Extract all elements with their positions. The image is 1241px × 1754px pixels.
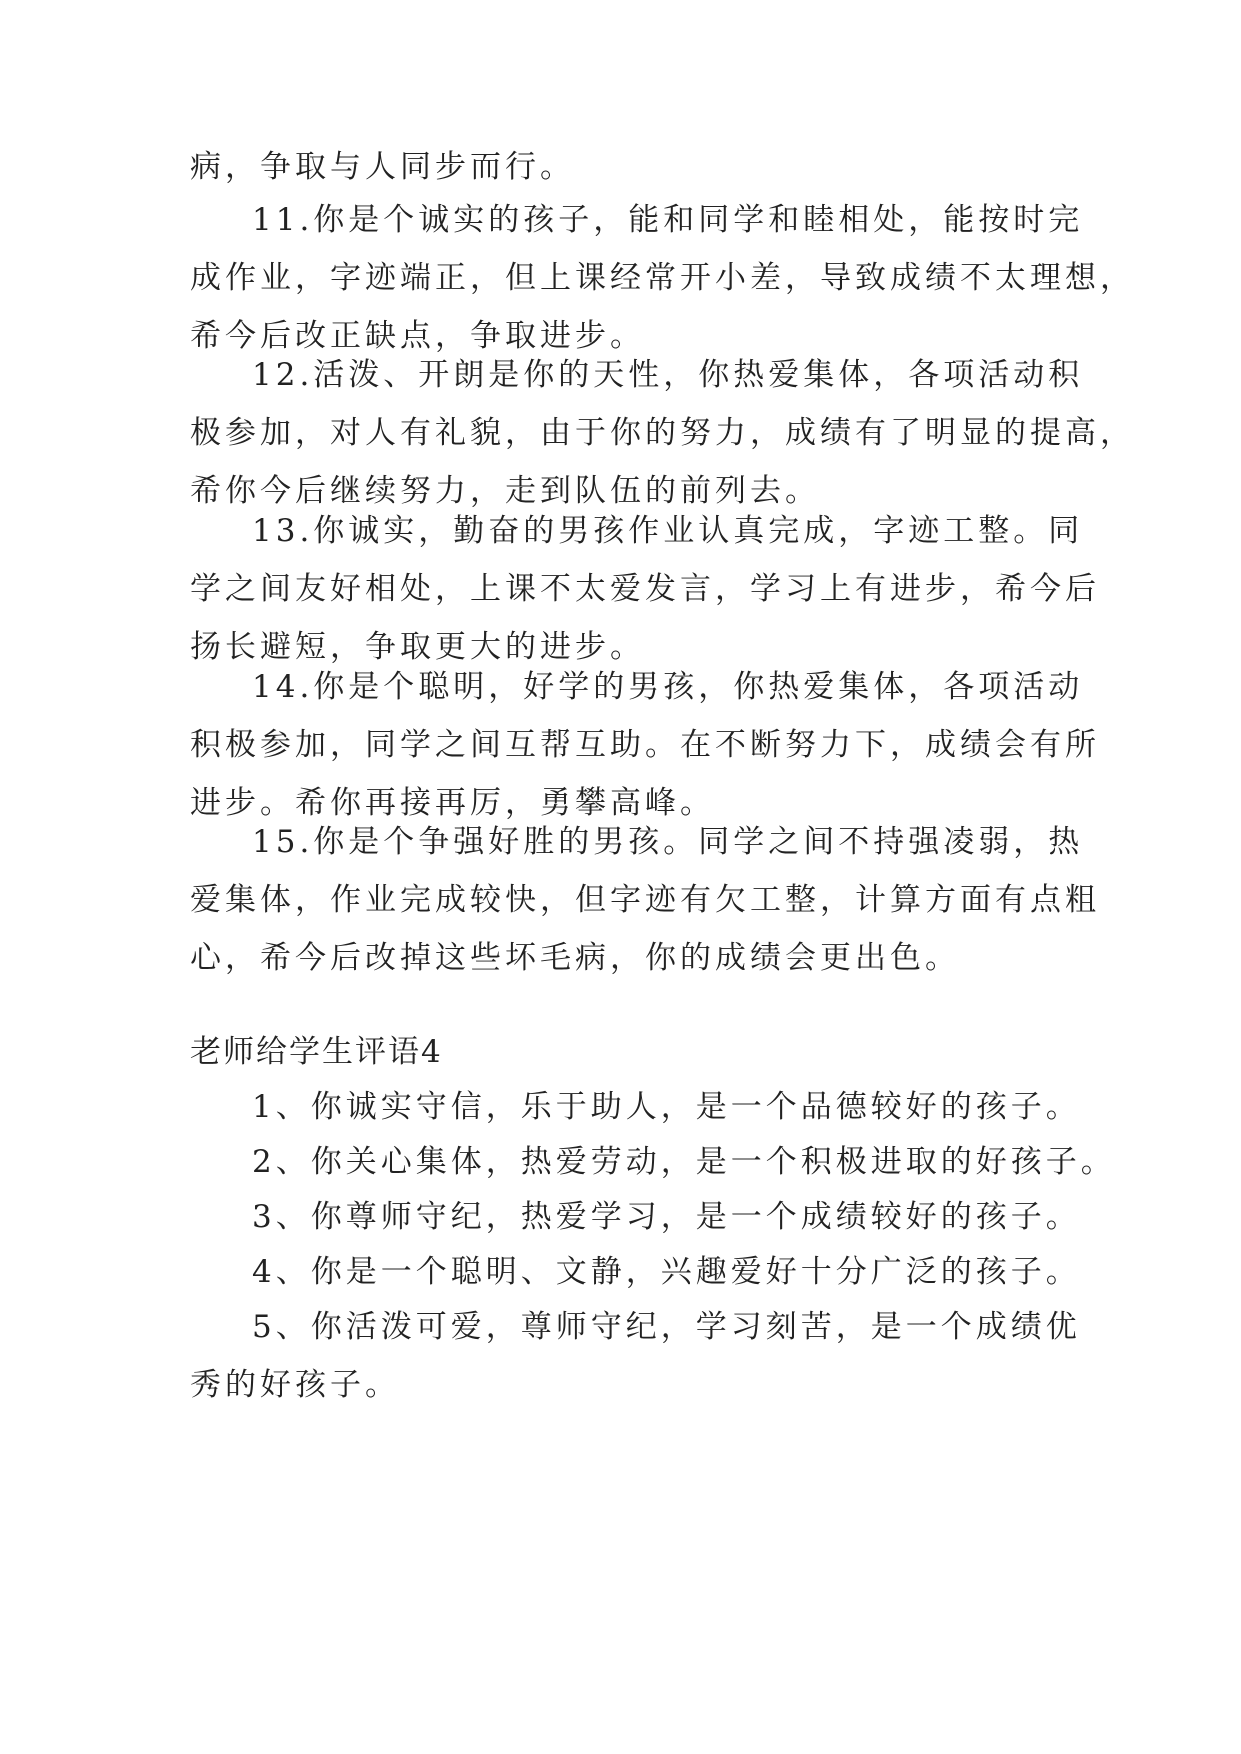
text-line: 积极参加，同学之间互帮互助。在不断努力下，成绩会有所 bbox=[190, 727, 1100, 763]
text-line: 成作业，字迹端正，但上课经常开小差，导致成绩不太理想， bbox=[190, 260, 1135, 296]
text-line: 扬长避短，争取更大的进步。 bbox=[190, 629, 645, 665]
text-line: 15.你是个争强好胜的男孩。同学之间不持强凌弱，热 bbox=[252, 824, 1084, 860]
text-line: 2、你关心集体，热爱劳动，是一个积极进取的好孩子。 bbox=[252, 1144, 1116, 1180]
section-item-3 bbox=[190, 1188, 1081, 1246]
comment-item-12 bbox=[190, 346, 1135, 520]
section-item-2 bbox=[190, 1133, 1116, 1191]
comment-item-14 bbox=[190, 658, 1100, 832]
text-line: 病，争取与人同步而行。 bbox=[190, 149, 575, 185]
text-line: 极参加，对人有礼貌，由于你的努力，成绩有了明显的提高， bbox=[190, 415, 1135, 451]
continuation-paragraph bbox=[190, 138, 575, 196]
text-line: 5、你活泼可爱，尊师守纪，学习刻苦，是一个成绩优 bbox=[252, 1309, 1081, 1345]
text-line: 希今后改正缺点，争取进步。 bbox=[190, 318, 645, 354]
text-line: 爱集体，作业完成较快，但字迹有欠工整，计算方面有点粗 bbox=[190, 882, 1100, 918]
comment-item-15 bbox=[190, 813, 1100, 987]
section-item-4 bbox=[190, 1243, 1081, 1301]
text-line: 14.你是个聪明，好学的男孩，你热爱集体，各项活动 bbox=[252, 669, 1084, 705]
text-line: 11.你是个诚实的孩子，能和同学和睦相处，能按时完 bbox=[252, 202, 1084, 238]
text-line: 进步。希你再接再厉，勇攀高峰。 bbox=[190, 785, 715, 821]
text-line: 秀的好孩子。 bbox=[190, 1367, 400, 1403]
section-item-1 bbox=[190, 1078, 1081, 1136]
section-title: 老师给学生评语4 bbox=[190, 1034, 443, 1070]
text-line: 3、你尊师守纪，热爱学习，是一个成绩较好的孩子。 bbox=[252, 1199, 1081, 1235]
text-line: 学之间友好相处，上课不太爱发言，学习上有进步，希今后 bbox=[190, 571, 1100, 607]
comment-item-11 bbox=[190, 191, 1135, 365]
text-line: 4、你是一个聪明、文静，兴趣爱好十分广泛的孩子。 bbox=[252, 1254, 1081, 1290]
text-line: 希你今后继续努力，走到队伍的前列去。 bbox=[190, 473, 820, 509]
text-line: 12.活泼、开朗是你的天性，你热爱集体，各项活动积 bbox=[252, 357, 1084, 393]
text-line: 心，希今后改掉这些坏毛病，你的成绩会更出色。 bbox=[190, 940, 960, 976]
text-line: 1、你诚实守信，乐于助人，是一个品德较好的孩子。 bbox=[252, 1089, 1081, 1125]
comment-item-13 bbox=[190, 502, 1100, 676]
section-item-5 bbox=[190, 1298, 1081, 1414]
text-line: 13.你诚实，勤奋的男孩作业认真完成，字迹工整。同 bbox=[252, 513, 1084, 549]
